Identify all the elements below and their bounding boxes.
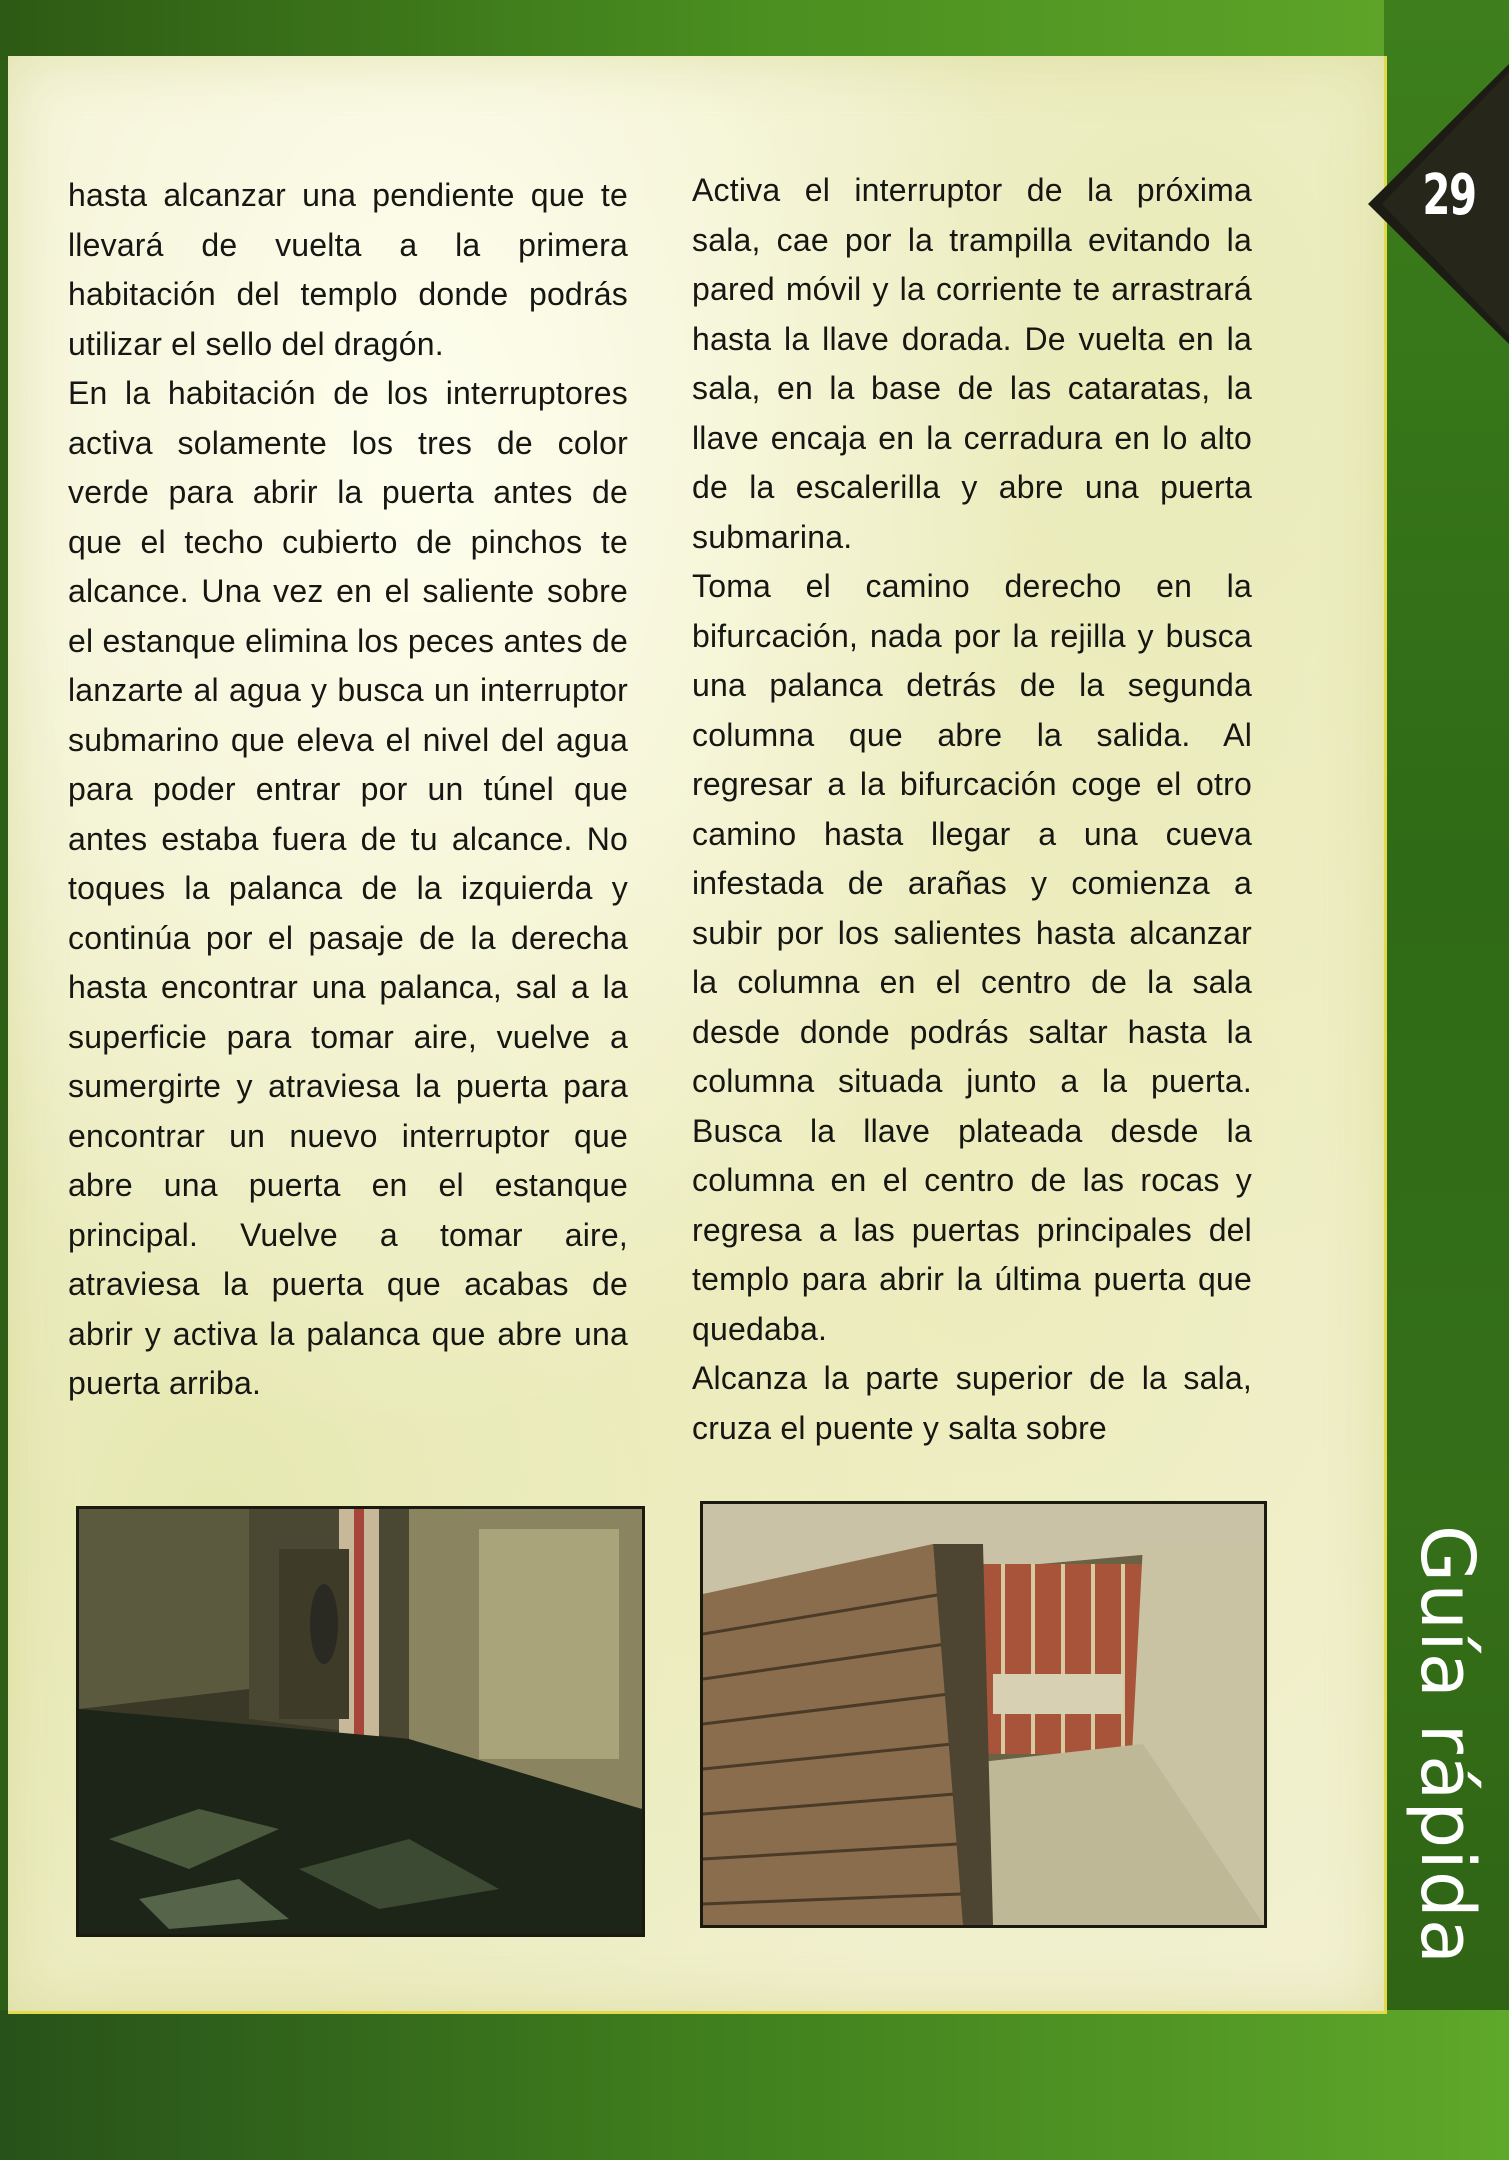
top-green-band (0, 0, 1509, 60)
paragraph: En la habitación de los interruptores activa solamente los tres de color verde para abrir la puerta antes de que el techo cubierto de pinchos te alcance. Una vez en el saliente sobre el estanque elimina los peces antes de lanzarte al agua y busca un interruptor submarino que eleva el nivel del agua para poder entrar por un túnel que antes estaba fuera de tu alcance. No toques la palanca de la izquierda y continúa por el pasaje de la derecha hasta encontrar una palanca, sal a la superficie para tomar aire, vuelve a sumergirte y atraviesa la puerta para encontrar un nuevo interruptor que abre una puerta en el estanque principal. Vuelve a tomar aire, atraviesa la puerta que acabas de abrir y activa la palanca que abre una puerta arriba. (68, 375, 628, 1401)
screenshot-temple-pool (76, 1506, 645, 1937)
paragraph: hasta alcanzar una pendiente que te llevará de vuelta a la primera habitación del templo donde podrás utilizar el sello del dragón. (68, 177, 628, 362)
bottom-green-band (0, 2010, 1509, 2160)
page-number: 29 (1422, 163, 1476, 228)
temple-pool-image (79, 1509, 642, 1934)
paragraph: Activa el interruptor de la próxima sala, cae por la trampilla evitando la pared móvil y la corriente te arrastrará hasta la llave dorada. De vuelta en la sala, en la base de las cataratas, la llave encaja en la cerradura en lo alto de la escalerilla y abre una puerta submarina. (692, 172, 1252, 555)
brick-stairs-image (703, 1504, 1264, 1925)
section-title-text: Guía rápida (1404, 1524, 1490, 1966)
paragraph: Toma el camino derecho en la bifurcación, nada por la rejilla y busca una palanca detrás de la segunda columna que abre la salida. Al regresar a la bifurcación coge el otro camino hasta llegar a una cueva infestada de arañas y comienza a subir por los salientes hasta alcanzar la columna en el centro de la sala desde donde podrás saltar hasta la columna situada junto a la puerta. Busca la llave plateada desde la columna en el centro de las rocas y regresa a las puertas principales del templo para abrir la última puerta que quedaba. (692, 568, 1252, 1347)
left-text-column (68, 171, 628, 1409)
right-text-column (692, 166, 1252, 1453)
screenshot-brick-stairs (700, 1501, 1267, 1928)
paragraph: Alcanza la parte superior de la sala, cruza el puente y salta sobre (692, 1360, 1252, 1446)
